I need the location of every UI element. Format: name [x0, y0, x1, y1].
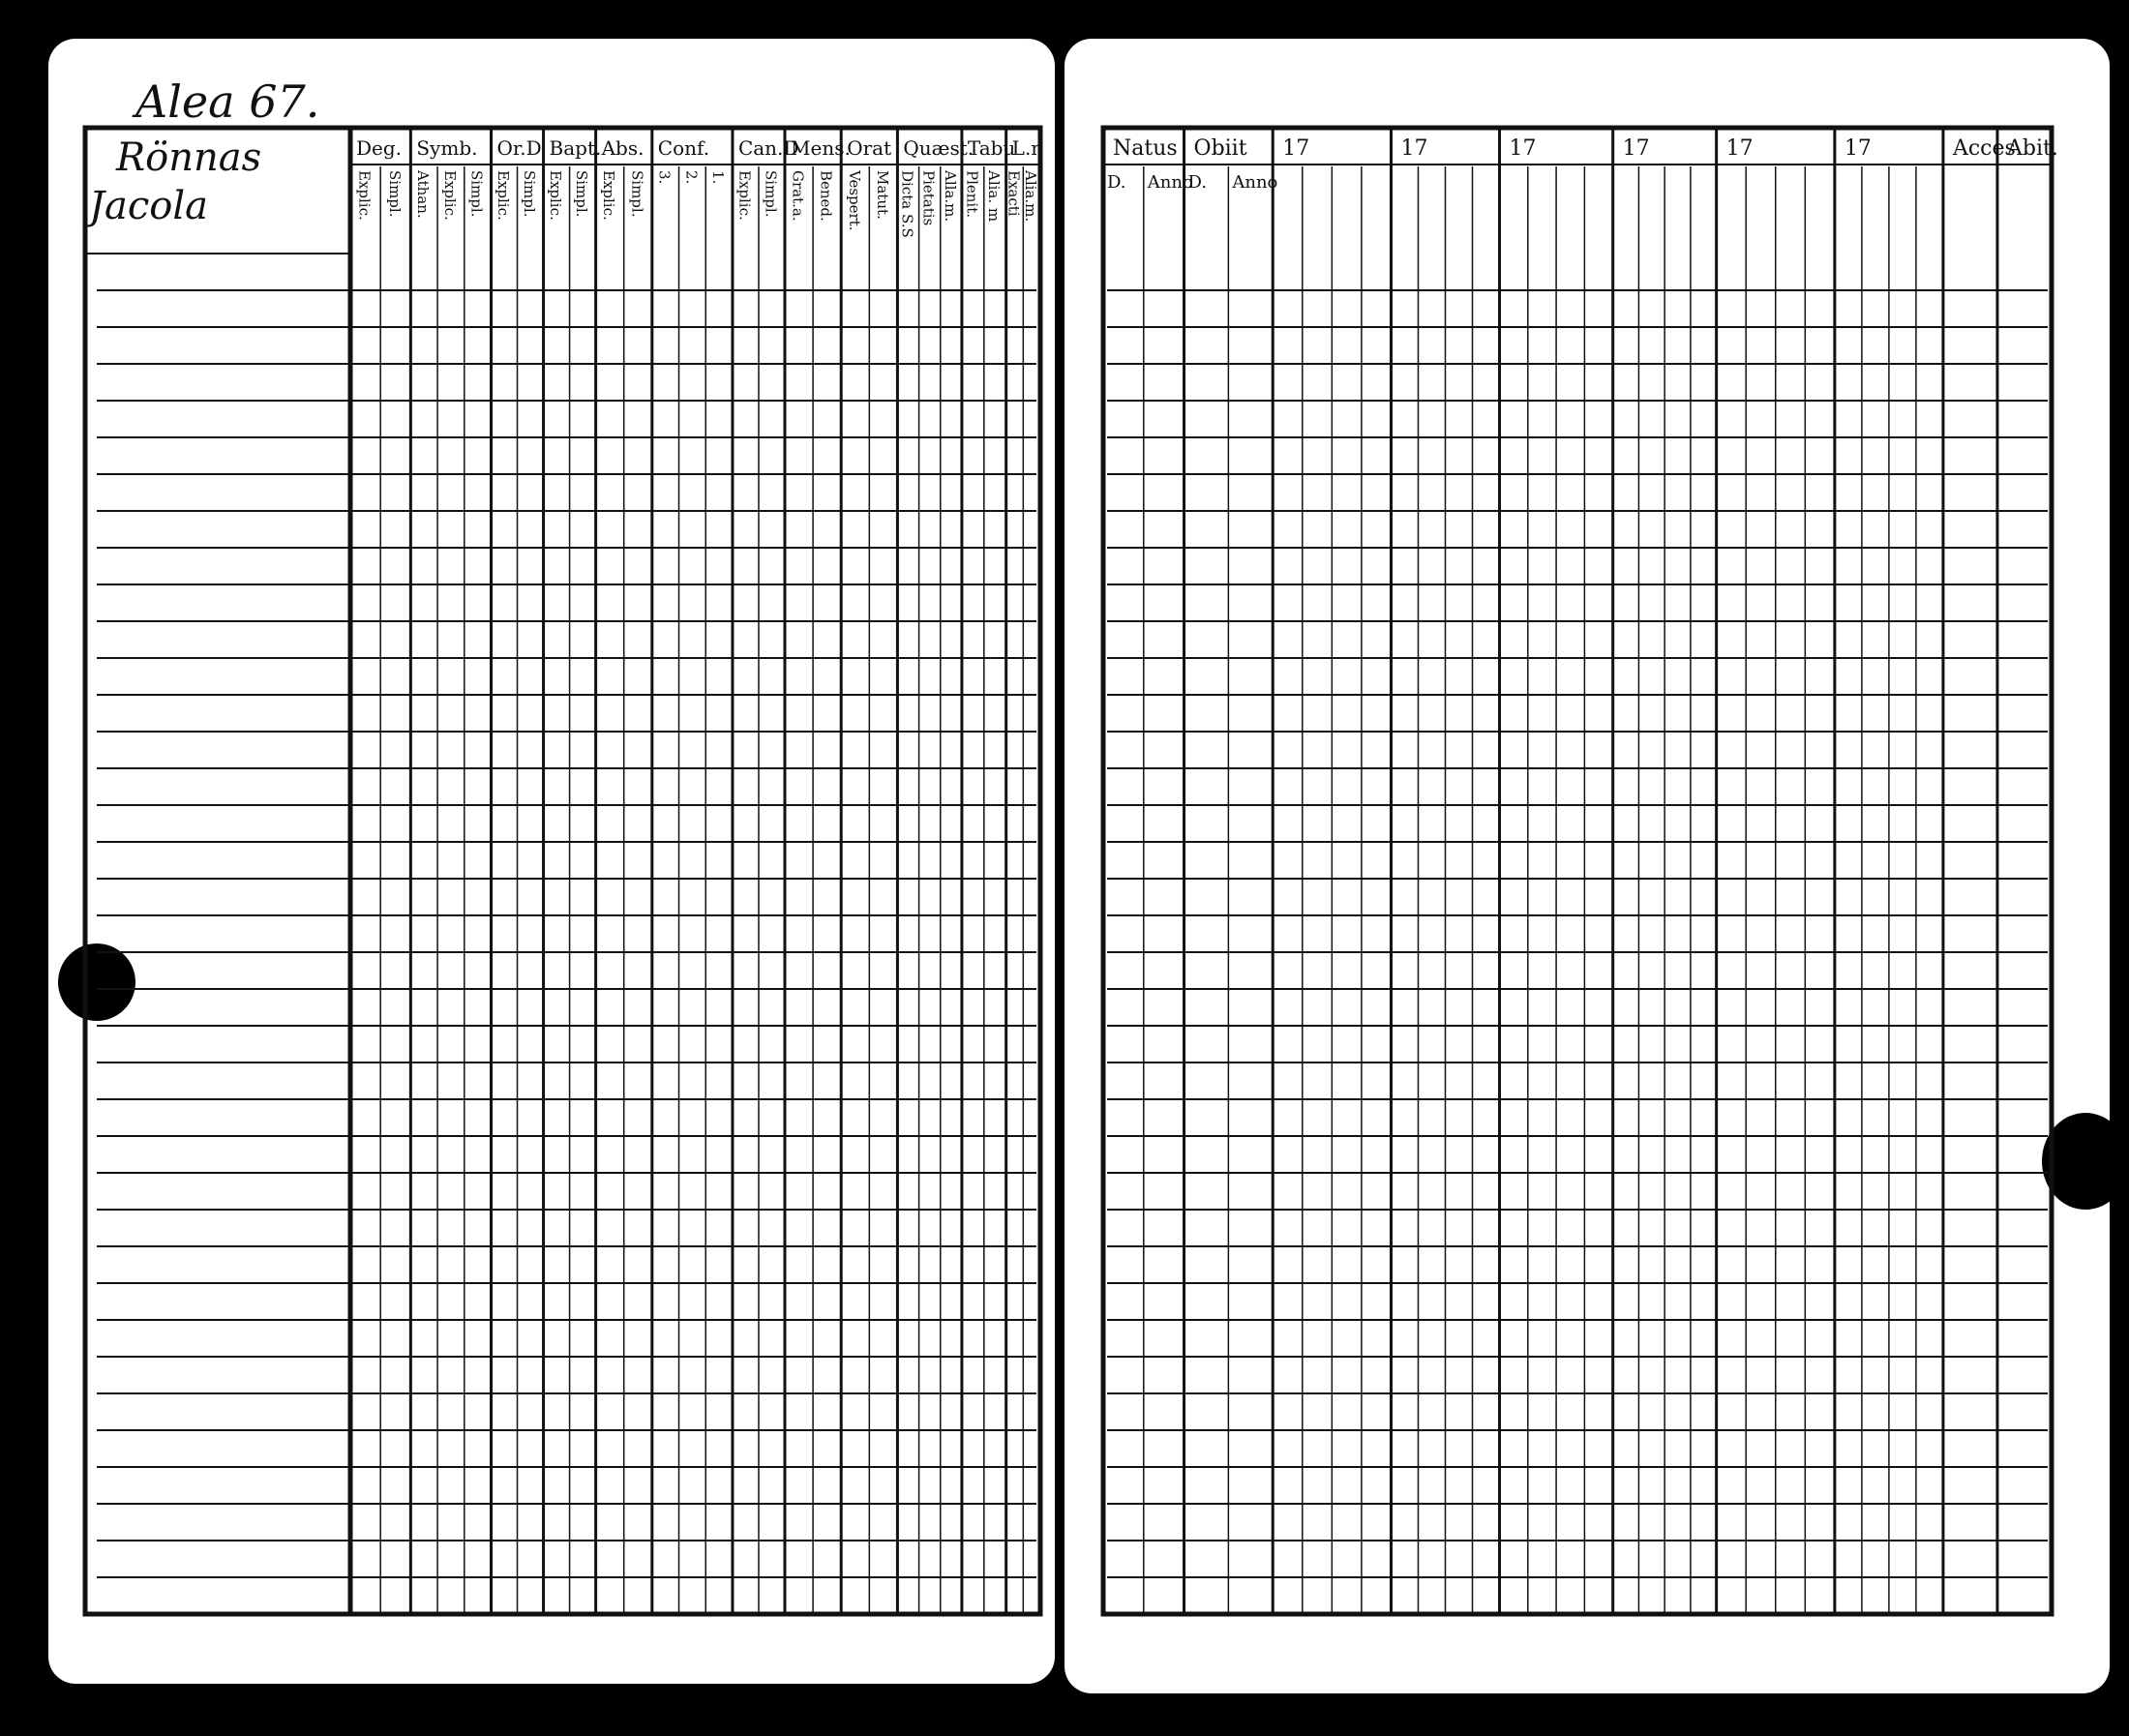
subcolumn-heading: Explic. — [495, 170, 513, 221]
column-heading: Orat — [847, 136, 892, 160]
subcolumn-heading: Plenit. — [963, 170, 981, 219]
left-page-grid — [85, 128, 1040, 1614]
column-heading: 17 — [1509, 136, 1537, 161]
column-heading: Abs. — [601, 136, 645, 160]
column-heading: Bapt. — [549, 136, 602, 160]
subcolumn-heading: Explic. — [600, 170, 618, 221]
subcolumn-heading: Anno — [1147, 172, 1193, 193]
handwritten-register-number: Alea 67. — [135, 75, 320, 128]
subcolumn-heading: Grat.a. — [789, 170, 807, 222]
column-heading: Tabu — [967, 136, 1016, 160]
subcolumn-heading: Anno — [1232, 172, 1278, 193]
subcolumn-heading: Explic. — [735, 170, 754, 221]
column-heading: Quæst. — [903, 136, 975, 160]
subcolumn-heading: Explic. — [547, 170, 565, 221]
column-heading: 17 — [1725, 136, 1754, 161]
subcolumn-heading: Vespert. — [845, 170, 863, 231]
column-heading: Conf. — [657, 136, 710, 160]
subcolumn-heading: 3. — [655, 170, 674, 185]
subcolumn-heading: Athan. — [414, 170, 433, 219]
subcolumn-heading: 1. — [709, 170, 728, 185]
subcolumn-heading: Simpl. — [521, 170, 539, 218]
column-heading: Acces — [1952, 136, 2016, 161]
subcolumn-heading: D. — [1107, 172, 1126, 193]
subcolumn-heading: Bened. — [817, 170, 835, 222]
subcolumn-heading: Pietatis — [919, 170, 938, 226]
column-heading: Mens. — [791, 136, 851, 160]
subcolumn-heading: Dicta S.S — [898, 170, 916, 238]
subcolumn-heading: 2. — [682, 170, 701, 185]
subcolumn-heading: Alla.m. — [941, 170, 959, 223]
subcolumn-heading: Explic. — [355, 170, 374, 221]
handwritten-person-name: Jacola — [89, 184, 209, 228]
column-heading: Symb. — [416, 136, 478, 160]
subcolumn-heading: Alia.m. — [1022, 170, 1040, 223]
column-heading: 17 — [1844, 136, 1872, 161]
subcolumn-heading: Simpl. — [467, 170, 486, 218]
column-heading: Or.D — [496, 136, 542, 160]
right-table-border — [1103, 128, 2052, 1614]
subcolumn-heading: Alia. m — [985, 170, 1004, 223]
column-heading: 17 — [1622, 136, 1650, 161]
subcolumn-heading: Exacti — [1005, 170, 1023, 217]
subcolumn-heading: Simpl. — [385, 170, 404, 218]
column-heading: 17 — [1400, 136, 1428, 161]
subcolumn-heading: Simpl. — [628, 170, 646, 218]
subcolumn-heading: Explic. — [440, 170, 459, 221]
column-heading: L.n — [1011, 136, 1044, 160]
handwritten-farm-name: Rönnas — [116, 135, 262, 180]
right-page-grid — [1103, 128, 2052, 1614]
column-heading: Natus — [1113, 136, 1178, 161]
subcolumn-heading: Simpl. — [573, 170, 591, 218]
column-heading: Can.D — [737, 136, 799, 160]
column-heading: Deg. — [356, 136, 403, 160]
subcolumn-heading: Matut. — [873, 170, 891, 220]
subcolumn-heading: D. — [1187, 172, 1208, 193]
column-heading: 17 — [1282, 136, 1310, 161]
column-heading: Abit. — [2006, 136, 2058, 161]
column-heading: Obiit — [1193, 136, 1247, 161]
subcolumn-heading: Simpl. — [762, 170, 780, 218]
